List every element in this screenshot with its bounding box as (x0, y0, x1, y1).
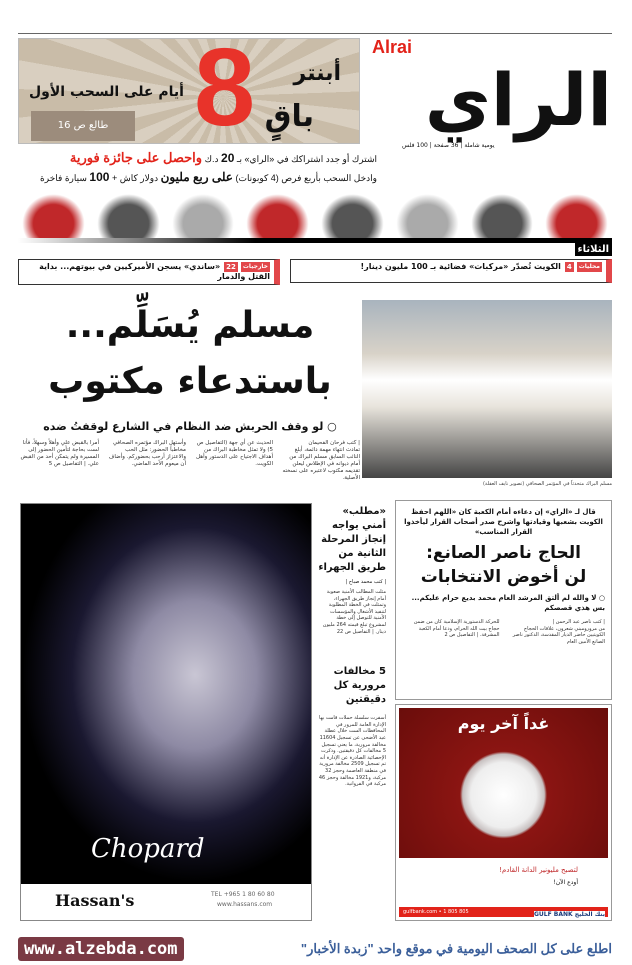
car-image (541, 190, 612, 238)
teaser-text: الكويت تُصدّر «مركبات» فضائية بـ 100 مليون دينار! (360, 262, 561, 271)
photo-caption: مسلم البراك متحدثاً في المؤتمر الصحافي (تصوير نايف العقلة) (482, 481, 612, 487)
side-headline-2[interactable]: 5 مخالفات مرورية كل دقيقتين (333, 666, 386, 706)
divider-bar (18, 238, 612, 243)
side-headline-1[interactable]: «مطلب» أمني يواجه إنجاز المرحلة الثانية من طريق الجهراء (318, 506, 386, 573)
ad-phone: TEL +965 1 80 60 80 (211, 891, 275, 898)
car-image (242, 190, 313, 238)
box-byline: | كتب ناصر عبد الرحمن | (552, 619, 605, 625)
promo-line-2: وادخل السحب بأربع فرص (4 كوبونات) على ربع مليون دولار كاش + 100 سيارة فاخرة (40, 170, 377, 184)
logo-en: Alrai (372, 37, 413, 57)
chopard-ad[interactable] (20, 503, 312, 921)
car-image (93, 190, 164, 238)
byline: | كتب محمد صباح | (345, 579, 386, 585)
masthead-logo (372, 38, 612, 150)
car-image (467, 190, 538, 238)
cars-strip (18, 190, 612, 238)
hassans-logo: Hassan's (55, 891, 135, 910)
footer-text: اطلع على كل الصحف اليومية في موقع واحد "زبدة الأخبار" (300, 941, 612, 956)
teaser-world[interactable] (18, 259, 280, 285)
section-tag: محليات (578, 263, 600, 270)
lead-photo (362, 300, 612, 478)
box-col-1: من مرورومبني شعرون، علاقات الحجاج الكويتيين حاضر الديار المقدسة، الدكتور ناصر الصانع الأمين العام (512, 625, 605, 645)
teaser-text: «ساندي» يسجن الأميركيين في بيوتهم... بداية القتل والدمار (39, 262, 270, 281)
gulf-bank-ad[interactable] (395, 704, 612, 921)
footer-banner[interactable] (18, 937, 612, 961)
pearl-image: غداً آخر يوم (399, 708, 608, 858)
car-image (18, 190, 89, 238)
car-image (392, 190, 463, 238)
car-image (317, 190, 388, 238)
chopard-logo: Chopard (91, 834, 205, 864)
weekday: الثلاثاء (575, 243, 612, 256)
side-column (318, 505, 386, 788)
ad-website: www.hassans.com (217, 901, 273, 908)
ad-image (21, 504, 311, 884)
section-tag: خارجيات (242, 263, 268, 270)
box-col-2: للحركة الدستورية الإسلامية كان من ضمن حجاج بيت الله الحرام، ودعا أمام الكعبة المشرفة. | التفاصيل ص 2 (413, 619, 500, 638)
page-number: 4 (566, 263, 572, 271)
lead-columns: | كتب فرحان الفحيمان تمادت انتهاء مهمة دائمة، أبلغ النائب السابق مسلم البراك من أمام ديوانه في الإطلاس ليعلن تقديمه مكتوب لاعتبره على نسخته الأصلية. الحديث عن أي جهة (التفاصيل ص 5) ولا تمثل مخاطبة البراك من أهداف الاجتياح على الدستور وأهل الكويت. وأستهل البراك مؤتمره الصحافي مخاطباً الحضور: مثل الحب والاعتزاز أرحب بحضوركم. وأضاف أن ميعوم الأحد الماضي. أمرا بالقبض علي وأهلاً وسهلاً، فأنا لست بحاجة لتأمين الحضور إلى المسيرة ولم يتمكن أحد من القبض علي. | التفاصيل ص 5 (20, 440, 360, 481)
ad-days: أيام على السحب الأول (29, 84, 184, 100)
page-number: 22 (226, 263, 236, 271)
box-headline[interactable]: الحاج ناصر الصانع: لن أخوض الانتخابات (420, 543, 587, 587)
ad-line-1: لتصبح مليونير الدانة القادم! (499, 866, 578, 874)
teaser-local[interactable] (290, 259, 612, 283)
top-rule (18, 33, 612, 34)
lead-headline[interactable]: مسلم يُسَلِّم... باستدعاء مكتوب (48, 305, 332, 402)
logo-ar: الراي (424, 58, 612, 142)
ad-line-2: أودع الآن! (553, 879, 578, 886)
box-kicker: قال لـ «الراي» إن دعاءه أمام الكعبة كان «اللهم احفظ الكويت بشعبها وقيادتها واشرح صدر أصحاب القرار ليأخذوا القرار المناسب» (404, 508, 603, 536)
lottery-banner-ad[interactable] (18, 38, 360, 144)
ad-see-page: طالع ص 16 (31, 111, 135, 141)
ad-baq: باقٍ (264, 99, 314, 134)
boxed-story (395, 500, 612, 700)
promo-line-1: اشترك أو جدد اشتراكك في «الراي» بـ 20 د.ك واحصل على جائزة فورية (69, 150, 377, 165)
gulf-bank-logo: بنك الخليج GULF BANK (533, 911, 605, 918)
lead-subhead: ○ لو وقف الحربش ضد النظام في الشارع لوقفتُ ضده (43, 420, 337, 433)
ad-brand: أبنتر (293, 61, 341, 86)
car-image (168, 190, 239, 238)
issue-meta: يومية شاملة | 36 صفحة | 100 فلس (402, 142, 495, 149)
box-quote: ○ لا والله لم ألتق المرشد العام محمد بديع حرام عليكم... بس هذي قصصكم (411, 594, 605, 612)
ad-contact-bar: gulfbank.com • 1 805 805 (399, 907, 608, 917)
footer-url[interactable]: www.alzebda.com (18, 937, 184, 961)
side-body-2: أسفرت سلسلة حملات قامت بها الإدارة العامة للمرور في المحافظات الست خلال عطلة عيد الأضحى عن تسجيل 11604 مخالفة مرورية، ما يعني تسجيل 5 مخالفات كل دقيقتين. وذكرت الإحصائية الصادرة عن الإدارة أنه تم تسجيل 2509 مخالفة مرورية في منطقة العاصمة وحجز 32 مركبة، و1921 مخالفة وحجز 46 مركبة في الفروانية. (318, 715, 386, 788)
side-body-1: مثلت المطالب الأمنية صعوبة أمام إنجاز طريق الجهراء، وتمثلت في الخطة المطلوبة لتنفيذ الأشغال والمؤسسات الأمنية للتوصل إلى خطة لمشروع تبلغ قيمته 264 مليون دينار. | التفاصيل ص 22 (322, 589, 386, 635)
ad-number: 8 (194, 38, 256, 144)
